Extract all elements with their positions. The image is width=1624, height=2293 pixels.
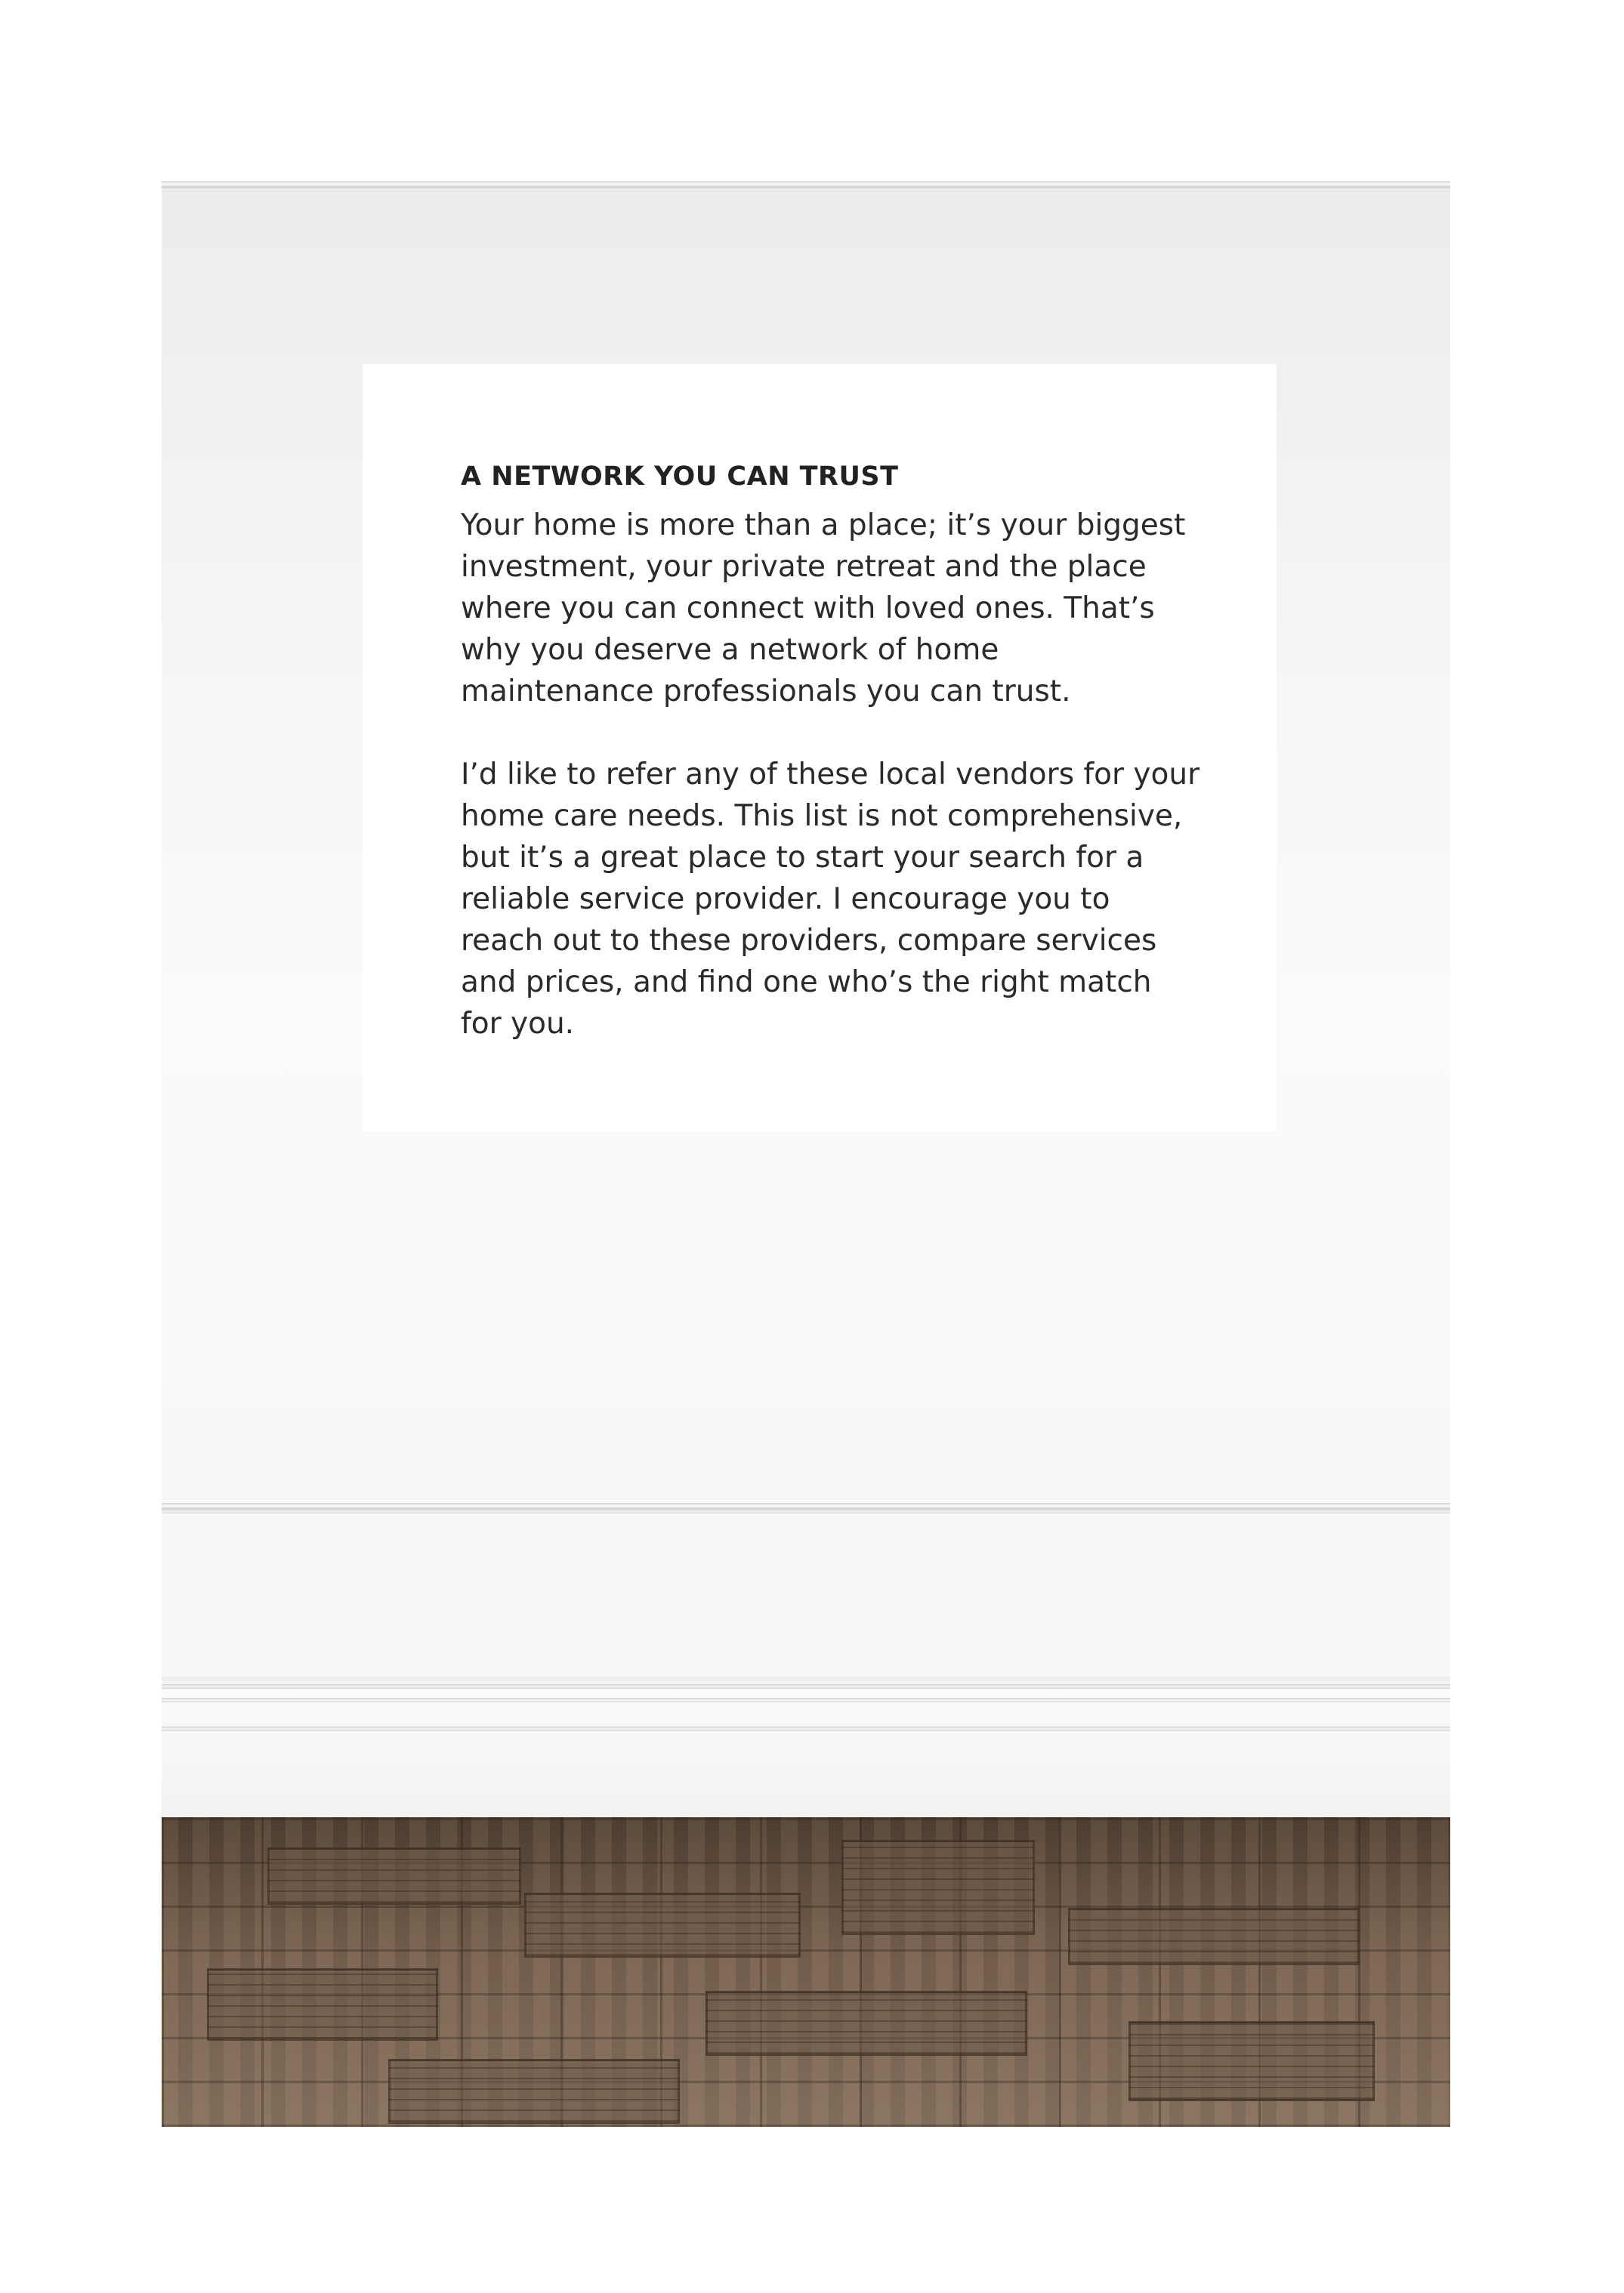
wood-parquet-floor: [162, 1817, 1450, 2127]
floor-tile: [705, 1991, 1027, 2056]
intro-paragraph: Your home is more than a place; it’s your biggest investment, your private retreat and the place where you can connect with loved ones. That’s why you deserve a network of home maintenance professionals you can trust.: [461, 508, 1186, 708]
floor-tile: [524, 1893, 801, 1958]
text-card: [363, 364, 1277, 1131]
crown-molding: [162, 181, 1450, 192]
floor-tile: [267, 1847, 521, 1905]
floor-tile: [1068, 1908, 1360, 1965]
baseboard-line: [162, 1698, 1450, 1702]
floor-tile: [388, 2059, 680, 2124]
baseboard-line: [162, 1684, 1450, 1689]
baseboard-line: [162, 1727, 1450, 1731]
chair-rail-molding: [162, 1503, 1450, 1514]
referral-paragraph: I’d like to refer any of these local vendors for your home care needs. This list is not comprehensive, but it’s a great place to start your search for a reliable service provider. I encourage you to reach out to these providers, compare services and prices, and find one who’s the right match for you.: [461, 758, 1200, 1041]
baseboard: [162, 1677, 1450, 1817]
floor-tile: [841, 1840, 1035, 1935]
floor-tile: [1128, 2021, 1375, 2101]
floor-tile: [207, 1968, 438, 2041]
section-heading: A NETWORK YOU CAN TRUST: [461, 461, 899, 492]
card-content: [461, 461, 1201, 1045]
